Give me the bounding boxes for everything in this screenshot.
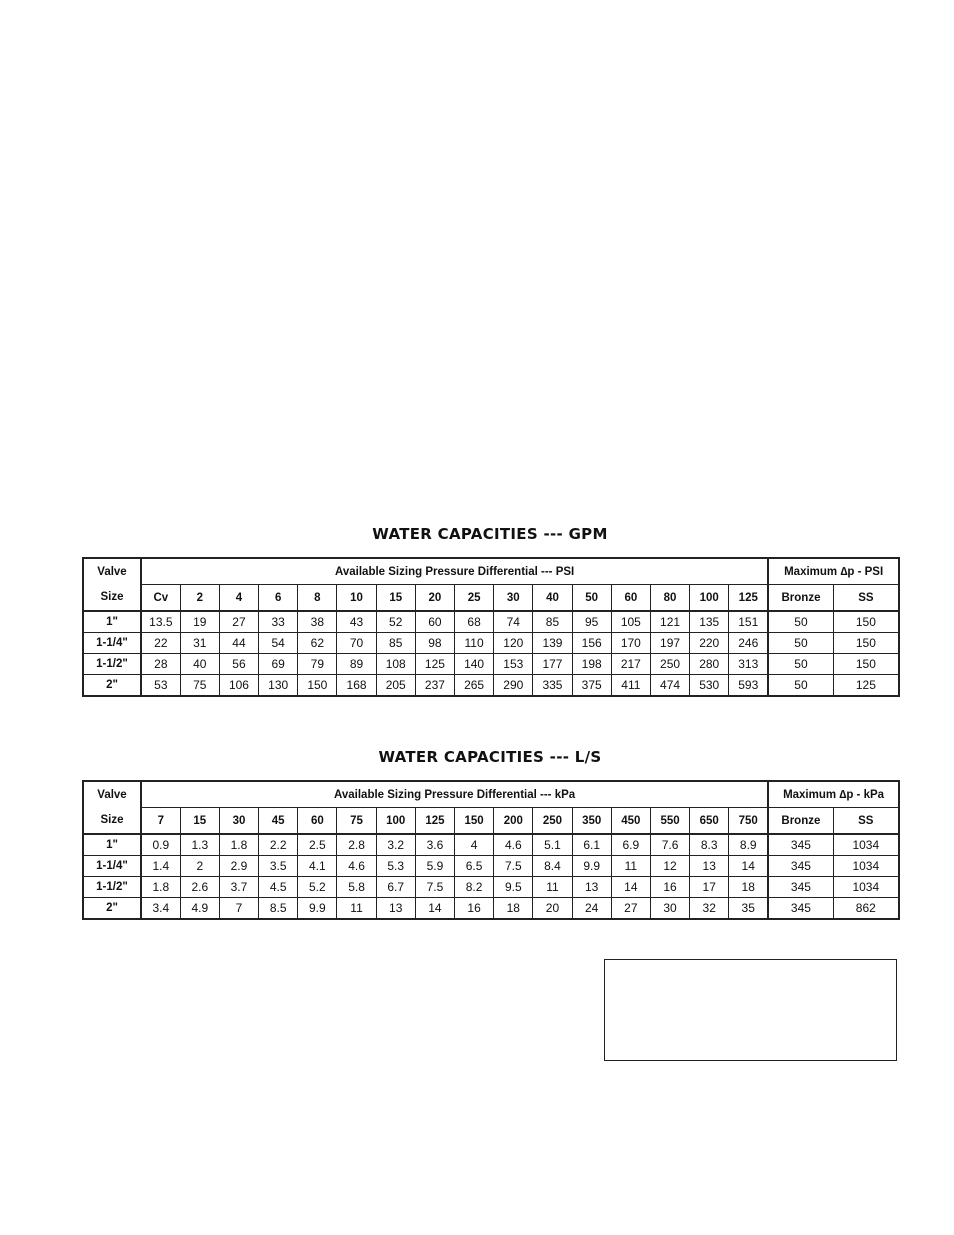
capacity-cell: 198 <box>572 654 611 675</box>
capacity-cell: 17 <box>690 877 729 898</box>
size-header: Size <box>83 585 141 612</box>
max-column-header: Bronze <box>768 808 833 835</box>
capacity-cell: 16 <box>455 898 494 920</box>
capacity-cell: 43 <box>337 611 376 633</box>
capacity-cell: 52 <box>376 611 415 633</box>
capacity-cell: 9.9 <box>572 856 611 877</box>
valve-size-cell: 2" <box>83 898 141 920</box>
ls-table-title: WATER CAPACITIES --- L/S <box>378 748 602 766</box>
table-row <box>83 675 899 697</box>
capacity-cell: 56 <box>219 654 258 675</box>
table-row <box>83 877 899 898</box>
capacity-cell: 68 <box>455 611 494 633</box>
capacity-cell: 35 <box>729 898 768 920</box>
capacity-cell: 139 <box>533 633 572 654</box>
table-row <box>83 856 899 877</box>
capacity-cell: 14 <box>729 856 768 877</box>
column-header: 10 <box>337 585 376 612</box>
capacity-cell: 13.5 <box>141 611 180 633</box>
capacity-cell: 237 <box>415 675 454 697</box>
capacity-cell: 265 <box>455 675 494 697</box>
capacity-cell: 205 <box>376 675 415 697</box>
column-header: 550 <box>650 808 689 835</box>
capacity-cell: 2.2 <box>259 834 298 856</box>
capacity-cell: 290 <box>494 675 533 697</box>
max-pressure-cell: 50 <box>768 633 833 654</box>
column-header: 650 <box>690 808 729 835</box>
column-header: 4 <box>219 585 258 612</box>
capacity-cell: 1.8 <box>219 834 258 856</box>
capacity-cell: 5.1 <box>533 834 572 856</box>
capacity-cell: 11 <box>533 877 572 898</box>
capacity-cell: 8.4 <box>533 856 572 877</box>
gpm-capacity-table <box>82 557 900 697</box>
capacity-cell: 4 <box>455 834 494 856</box>
column-header: 2 <box>180 585 219 612</box>
column-header: 200 <box>494 808 533 835</box>
max-pressure-cell: 150 <box>833 633 899 654</box>
column-header: 350 <box>572 808 611 835</box>
capacity-cell: 6.7 <box>376 877 415 898</box>
capacity-cell: 4.9 <box>180 898 219 920</box>
max-pressure-cell: 1034 <box>833 877 899 898</box>
capacity-cell: 135 <box>690 611 729 633</box>
capacity-cell: 1.3 <box>180 834 219 856</box>
valve-header: Valve <box>83 781 141 808</box>
capacity-cell: 4.1 <box>298 856 337 877</box>
column-header: 30 <box>219 808 258 835</box>
max-pressure-header: Maximum ∆p - PSI <box>768 558 899 585</box>
column-header: 15 <box>376 585 415 612</box>
ls-capacity-table <box>82 780 900 920</box>
capacity-cell: 105 <box>611 611 650 633</box>
capacity-cell: 16 <box>650 877 689 898</box>
capacity-cell: 62 <box>298 633 337 654</box>
capacity-cell: 108 <box>376 654 415 675</box>
capacity-cell: 4.6 <box>337 856 376 877</box>
max-pressure-cell: 345 <box>768 898 833 920</box>
capacity-cell: 27 <box>219 611 258 633</box>
capacity-cell: 13 <box>572 877 611 898</box>
capacity-cell: 530 <box>690 675 729 697</box>
column-header: 60 <box>611 585 650 612</box>
max-pressure-cell: 125 <box>833 675 899 697</box>
capacity-cell: 217 <box>611 654 650 675</box>
capacity-cell: 280 <box>690 654 729 675</box>
max-pressure-cell: 50 <box>768 611 833 633</box>
capacity-cell: 8.3 <box>690 834 729 856</box>
max-pressure-header: Maximum ∆p - kPa <box>768 781 899 808</box>
capacity-cell: 170 <box>611 633 650 654</box>
capacity-cell: 3.5 <box>259 856 298 877</box>
capacity-cell: 1.8 <box>141 877 180 898</box>
column-header: 450 <box>611 808 650 835</box>
capacity-cell: 2.5 <box>298 834 337 856</box>
capacity-cell: 22 <box>141 633 180 654</box>
capacity-cell: 168 <box>337 675 376 697</box>
column-header: 150 <box>455 808 494 835</box>
table-row <box>83 898 899 920</box>
column-header: 250 <box>533 808 572 835</box>
column-header: 100 <box>376 808 415 835</box>
capacity-cell: 11 <box>337 898 376 920</box>
capacity-cell: 5.9 <box>415 856 454 877</box>
capacity-cell: 4.5 <box>259 877 298 898</box>
capacity-cell: 110 <box>455 633 494 654</box>
capacity-cell: 75 <box>180 675 219 697</box>
max-column-header: Bronze <box>768 585 833 612</box>
capacity-cell: 375 <box>572 675 611 697</box>
table-row <box>83 654 899 675</box>
capacity-cell: 1.4 <box>141 856 180 877</box>
capacity-cell: 335 <box>533 675 572 697</box>
capacity-cell: 24 <box>572 898 611 920</box>
capacity-cell: 177 <box>533 654 572 675</box>
capacity-cell: 3.2 <box>376 834 415 856</box>
max-column-header: SS <box>833 585 899 612</box>
table-row <box>83 834 899 856</box>
capacity-cell: 54 <box>259 633 298 654</box>
max-pressure-cell: 50 <box>768 654 833 675</box>
capacity-cell: 30 <box>650 898 689 920</box>
capacity-cell: 0.9 <box>141 834 180 856</box>
capacity-cell: 474 <box>650 675 689 697</box>
capacity-cell: 5.3 <box>376 856 415 877</box>
column-header: 20 <box>415 585 454 612</box>
valve-size-cell: 1-1/2" <box>83 877 141 898</box>
capacity-cell: 220 <box>690 633 729 654</box>
capacity-cell: 4.6 <box>494 834 533 856</box>
max-pressure-cell: 1034 <box>833 856 899 877</box>
capacity-cell: 156 <box>572 633 611 654</box>
pressure-differential-header: Available Sizing Pressure Differential --- kPa <box>141 781 768 808</box>
capacity-cell: 19 <box>180 611 219 633</box>
capacity-cell: 74 <box>494 611 533 633</box>
capacity-cell: 18 <box>494 898 533 920</box>
max-pressure-cell: 50 <box>768 675 833 697</box>
valve-size-cell: 2" <box>83 675 141 697</box>
column-header: 40 <box>533 585 572 612</box>
capacity-cell: 31 <box>180 633 219 654</box>
column-header: 8 <box>298 585 337 612</box>
capacity-cell: 313 <box>729 654 768 675</box>
capacity-cell: 40 <box>180 654 219 675</box>
note-box <box>604 959 897 1061</box>
capacity-cell: 38 <box>298 611 337 633</box>
capacity-cell: 2 <box>180 856 219 877</box>
capacity-cell: 7.6 <box>650 834 689 856</box>
capacity-cell: 53 <box>141 675 180 697</box>
capacity-cell: 27 <box>611 898 650 920</box>
valve-size-cell: 1" <box>83 834 141 856</box>
capacity-cell: 593 <box>729 675 768 697</box>
capacity-cell: 13 <box>376 898 415 920</box>
column-header: 15 <box>180 808 219 835</box>
gpm-table-title: WATER CAPACITIES --- GPM <box>372 525 608 543</box>
max-pressure-cell: 345 <box>768 834 833 856</box>
capacity-cell: 150 <box>298 675 337 697</box>
column-header: 7 <box>141 808 180 835</box>
capacity-cell: 60 <box>415 611 454 633</box>
max-pressure-cell: 1034 <box>833 834 899 856</box>
column-header: 50 <box>572 585 611 612</box>
capacity-cell: 85 <box>533 611 572 633</box>
capacity-cell: 151 <box>729 611 768 633</box>
table-row <box>83 633 899 654</box>
capacity-cell: 7 <box>219 898 258 920</box>
valve-header: Valve <box>83 558 141 585</box>
capacity-cell: 18 <box>729 877 768 898</box>
capacity-cell: 411 <box>611 675 650 697</box>
capacity-cell: 33 <box>259 611 298 633</box>
column-header: 25 <box>455 585 494 612</box>
capacity-cell: 13 <box>690 856 729 877</box>
capacity-cell: 153 <box>494 654 533 675</box>
capacity-cell: 6.5 <box>455 856 494 877</box>
capacity-cell: 246 <box>729 633 768 654</box>
capacity-cell: 7.5 <box>415 877 454 898</box>
valve-size-cell: 1" <box>83 611 141 633</box>
capacity-cell: 95 <box>572 611 611 633</box>
column-header: 45 <box>259 808 298 835</box>
pressure-differential-header: Available Sizing Pressure Differential --- PSI <box>141 558 768 585</box>
column-header: 6 <box>259 585 298 612</box>
capacity-cell: 11 <box>611 856 650 877</box>
capacity-cell: 8.2 <box>455 877 494 898</box>
capacity-cell: 79 <box>298 654 337 675</box>
capacity-cell: 7.5 <box>494 856 533 877</box>
capacity-cell: 250 <box>650 654 689 675</box>
column-header: 750 <box>729 808 768 835</box>
column-header: Cv <box>141 585 180 612</box>
capacity-cell: 89 <box>337 654 376 675</box>
capacity-cell: 14 <box>415 898 454 920</box>
column-header: 75 <box>337 808 376 835</box>
max-pressure-cell: 345 <box>768 856 833 877</box>
capacity-cell: 44 <box>219 633 258 654</box>
capacity-cell: 5.2 <box>298 877 337 898</box>
column-header: 125 <box>729 585 768 612</box>
capacity-cell: 121 <box>650 611 689 633</box>
capacity-cell: 3.7 <box>219 877 258 898</box>
capacity-cell: 197 <box>650 633 689 654</box>
max-column-header: SS <box>833 808 899 835</box>
max-pressure-cell: 150 <box>833 654 899 675</box>
capacity-cell: 8.5 <box>259 898 298 920</box>
capacity-cell: 106 <box>219 675 258 697</box>
capacity-cell: 70 <box>337 633 376 654</box>
capacity-cell: 20 <box>533 898 572 920</box>
column-header: 80 <box>650 585 689 612</box>
capacity-cell: 3.6 <box>415 834 454 856</box>
capacity-cell: 5.8 <box>337 877 376 898</box>
max-pressure-cell: 862 <box>833 898 899 920</box>
column-header: 60 <box>298 808 337 835</box>
capacity-cell: 69 <box>259 654 298 675</box>
capacity-cell: 125 <box>415 654 454 675</box>
valve-size-cell: 1-1/4" <box>83 633 141 654</box>
capacity-cell: 2.9 <box>219 856 258 877</box>
capacity-cell: 98 <box>415 633 454 654</box>
max-pressure-cell: 345 <box>768 877 833 898</box>
max-pressure-cell: 150 <box>833 611 899 633</box>
capacity-cell: 6.1 <box>572 834 611 856</box>
capacity-cell: 3.4 <box>141 898 180 920</box>
capacity-cell: 28 <box>141 654 180 675</box>
table-row <box>83 611 899 633</box>
capacity-cell: 9.5 <box>494 877 533 898</box>
capacity-cell: 120 <box>494 633 533 654</box>
size-header: Size <box>83 808 141 835</box>
capacity-cell: 8.9 <box>729 834 768 856</box>
capacity-cell: 6.9 <box>611 834 650 856</box>
capacity-cell: 9.9 <box>298 898 337 920</box>
capacity-cell: 85 <box>376 633 415 654</box>
valve-size-cell: 1-1/4" <box>83 856 141 877</box>
column-header: 30 <box>494 585 533 612</box>
column-header: 100 <box>690 585 729 612</box>
capacity-cell: 12 <box>650 856 689 877</box>
capacity-cell: 130 <box>259 675 298 697</box>
valve-size-cell: 1-1/2" <box>83 654 141 675</box>
capacity-cell: 32 <box>690 898 729 920</box>
capacity-cell: 2.6 <box>180 877 219 898</box>
column-header: 125 <box>415 808 454 835</box>
capacity-cell: 14 <box>611 877 650 898</box>
capacity-cell: 140 <box>455 654 494 675</box>
capacity-cell: 2.8 <box>337 834 376 856</box>
